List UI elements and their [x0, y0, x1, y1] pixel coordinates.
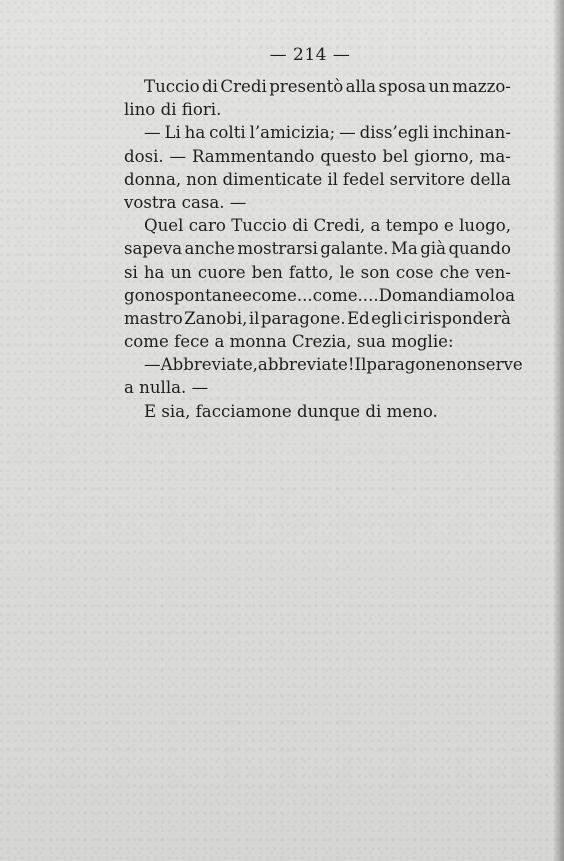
text-line: gono spontanee come... come.... Domandiamolo a	[124, 285, 515, 305]
text-line: si ha un cuore ben fatto, le son cose che ven-	[124, 262, 511, 282]
text-line: come fece a monna Crezia, sua moglie:	[124, 332, 454, 352]
body-text	[124, 75, 523, 423]
text-line: lino di fiori.	[124, 100, 222, 120]
text-line: donna, non dimenticate il fedel servitore della	[124, 169, 511, 189]
text-line: sapeva anche mostrarsi galante. Ma già quando	[124, 239, 511, 259]
text-line: vostra casa. —	[124, 192, 247, 212]
text-line: dosi. — Rammentando questo bel giorno, ma-	[124, 146, 511, 166]
text-line: E sia, facciamone dunque di meno.	[144, 401, 438, 421]
page-number: — 214 —	[269, 45, 351, 65]
text-line: Tuccio di Credi presentò alla sposa un mazzo-	[144, 77, 511, 96]
text-line: mastro Zanobi, il paragone. Ed egli ci risponderà	[124, 308, 511, 328]
text-line: — Li ha colti l’amicizia; — diss’egli inchinan-	[144, 123, 511, 143]
text-line: — Abbreviate, abbreviate! Il paragone non serve	[144, 355, 523, 375]
page-edge-shadow	[554, 0, 564, 861]
text-line: a nulla. —	[124, 378, 209, 398]
text-line: Quel caro Tuccio di Credi, a tempo e luogo,	[144, 216, 511, 236]
